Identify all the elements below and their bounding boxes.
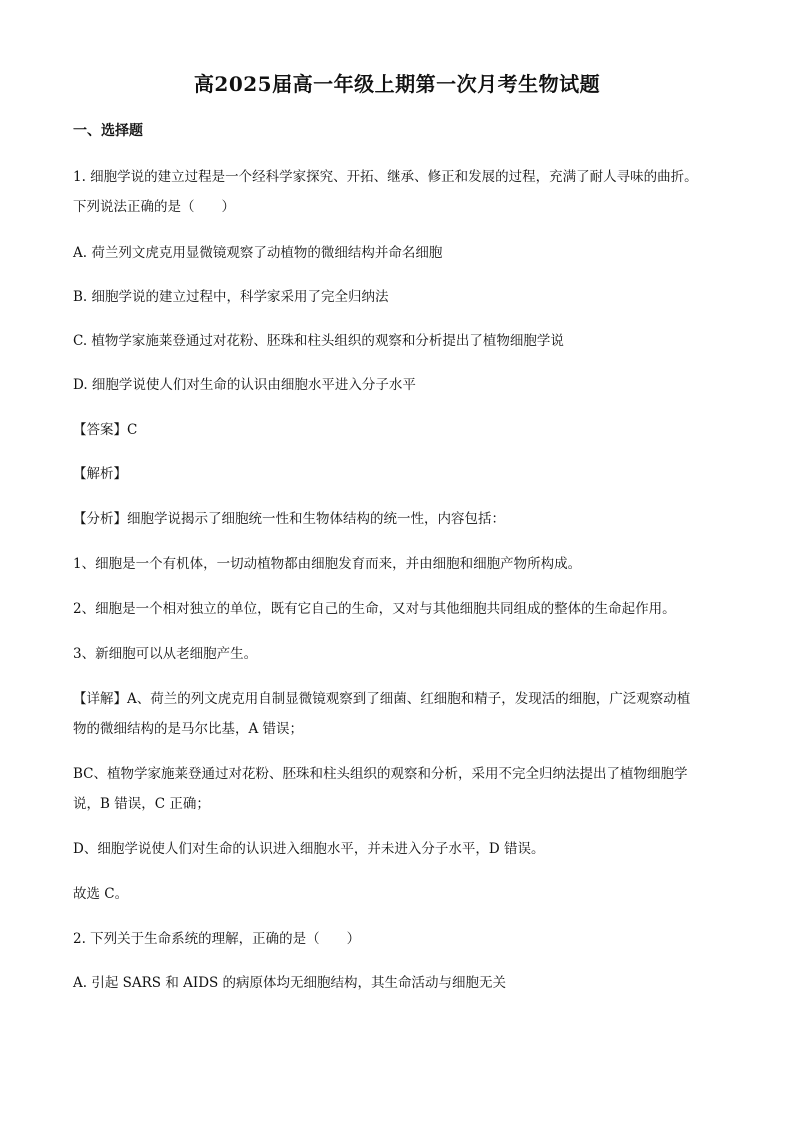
question-1-stem-line2: 下列说法正确的是（ ）	[73, 199, 235, 215]
question-1-detail-line4: 说，B 错误，C 正确；	[73, 796, 210, 812]
exam-title: 高2025届高一年级上期第一次月考生物试题	[193, 72, 601, 96]
question-2-option-a: A. 引起 SARS 和 AIDS 的病原体均无细胞结构，其生命活动与细胞无关	[73, 975, 507, 991]
question-1-point-3: 3、新细胞可以从老细胞产生。	[73, 646, 258, 662]
question-1-option-d: D. 细胞学说使人们对生命的认识由细胞水平进入分子水平	[73, 377, 416, 393]
question-1-detail-line3: BC、植物学家施莱登通过对花粉、胚珠和柱头组织的观察和分析，采用不完全归纳法提出了植物细胞学	[73, 766, 688, 782]
question-1-point-2: 2、细胞是一个相对独立的单位，既有它自己的生命，又对与其他细胞共同组成的整体的生命起作用。	[73, 601, 676, 617]
question-1-detail-line1: 【详解】A、荷兰的列文虎克用自制显微镜观察到了细菌、红细胞和精子，发现活的细胞，广泛观察动植	[73, 691, 691, 707]
question-1-detail-line2: 物的微细结构的是马尔比基，A 错误；	[73, 721, 304, 737]
question-1-option-b: B. 细胞学说的建立过程中，科学家采用了完全归纳法	[73, 289, 389, 305]
question-2-stem: 2. 下列关于生命系统的理解，正确的是（ ）	[73, 931, 361, 947]
question-1-answer: 【答案】C	[73, 422, 138, 438]
question-1-conclusion: 故选 C。	[73, 886, 129, 902]
question-1-explain-label: 【解析】	[73, 466, 127, 482]
question-1-point-1: 1、细胞是一个有机体，一切动植物都由细胞发育而来，并由细胞和细胞产物所构成。	[73, 556, 582, 572]
question-1-detail-line5: D、细胞学说使人们对生命的认识进入细胞水平，并未进入分子水平，D 错误。	[73, 841, 545, 857]
section-heading: 一、选择题	[73, 123, 143, 139]
question-1-stem-line1: 1. 细胞学说的建立过程是一个经科学家探究、开拓、继承、修正和发展的过程，充满了耐人寻味的曲折。	[73, 169, 698, 185]
question-1-option-a: A. 荷兰列文虎克用显微镜观察了动植物的微细结构并命名细胞	[73, 245, 443, 261]
question-1-analysis: 【分析】细胞学说揭示了细胞统一性和生物体结构的统一性，内容包括：	[73, 511, 505, 527]
question-1-option-c: C. 植物学家施莱登通过对花粉、胚珠和柱头组织的观察和分析提出了植物细胞学说	[73, 333, 564, 349]
